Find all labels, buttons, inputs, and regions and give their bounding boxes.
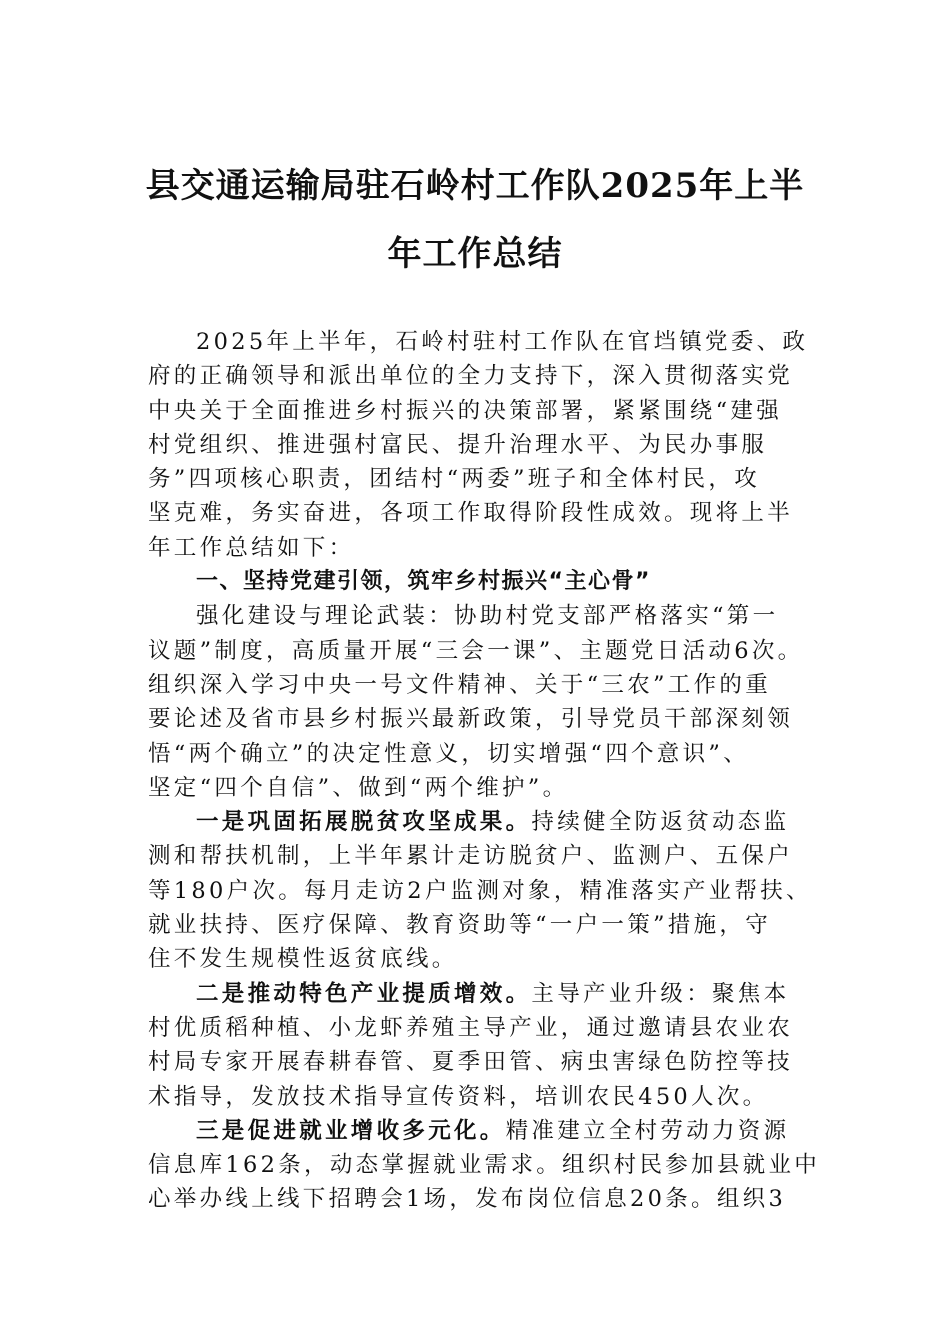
- text-line: 测和帮扶机制，上半年累计走访脱贫户、监测户、五保户: [148, 843, 794, 870]
- text-line: [148, 977, 808, 1011]
- text-line: 务”四项核心职责，团结村“两委”班子和全体村民，攻: [148, 466, 761, 493]
- item-2-first-line-rest: 主导产业升级：聚焦本: [531, 980, 790, 1007]
- intro-paragraph: [148, 325, 808, 565]
- section-1-heading: 一、坚持党建引领，筑牢乡村振兴“主心骨”: [196, 569, 651, 595]
- item-3-first-line-rest: 精准建立全村劳动力资源: [505, 1117, 790, 1144]
- text-line: 要论述及省市县乡村振兴最新政策，引导党员干部深刻领: [148, 706, 794, 733]
- text-line: 住不发生规模性返贫底线。: [148, 946, 458, 973]
- text-line: 术指导，发放技术指导宣传资料，培训农民450人次。: [148, 1083, 769, 1110]
- item-1-first-line-rest: 持续健全防返贫动态监: [531, 809, 790, 836]
- text-line: 2025年上半年，石岭村驻村工作队在官垱镇党委、政: [196, 329, 809, 355]
- title-line-2: 年工作总结: [387, 234, 563, 274]
- text-line: 年工作总结如下：: [148, 534, 355, 561]
- text-line: 强化建设与理论武装：协助村党支部严格落实“第一: [196, 603, 779, 630]
- text-line: [148, 1114, 808, 1148]
- item-3-paragraph: [148, 1114, 821, 1217]
- item-3-lead: 三是促进就业增收多元化。: [196, 1117, 506, 1144]
- text-line: 坚克难，务实奋进，各项工作取得阶段性成效。现将上半: [148, 500, 794, 527]
- text-line: [148, 805, 808, 839]
- text-line: 中央关于全面推进乡村振兴的决策部署，紧紧围绕“建强: [148, 397, 783, 424]
- text-line: 信息库162条，动态掌握就业需求。组织村民参加县就业中: [148, 1152, 821, 1179]
- item-2-lead: 二是推动特色产业提质增效。: [196, 980, 532, 1007]
- item-1-paragraph: [148, 805, 812, 976]
- text-line: 悟“两个确立”的决定性意义，切实增强“四个意识”、: [148, 740, 750, 767]
- text-line: 府的正确领导和派出单位的全力支持下，深入贯彻落实党: [148, 363, 794, 390]
- item-2-paragraph: [148, 977, 808, 1114]
- text-line: 村党组织、推进强村富民、提升治理水平、为民办事服: [148, 431, 768, 458]
- section-1-paragraph: [148, 599, 808, 805]
- document-body: [148, 325, 821, 1217]
- text-line: 村优质稻种植、小龙虾养殖主导产业，通过邀请县农业农: [148, 1014, 794, 1041]
- text-line: 组织深入学习中央一号文件精神、关于“三农”工作的重: [148, 671, 772, 698]
- text-line: 心举办线上线下招聘会1场，发布岗位信息20条。组织3: [148, 1186, 787, 1213]
- text-line: 村局专家开展春耕春管、夏季田管、病虫害绿色防控等技: [148, 1049, 794, 1076]
- item-1-lead: 一是巩固拓展脱贫攻坚成果。: [196, 809, 532, 836]
- text-line: 议题”制度，高质量开展“三会一课”、主题党日活动6次。: [148, 637, 804, 664]
- document-title: [140, 152, 810, 288]
- text-line: 等180户次。每月走访2户监测对象，精准落实产业帮扶、: [148, 877, 812, 904]
- text-line: 坚定“四个自信”、做到“两个维护”。: [148, 774, 569, 801]
- title-line-1: 县交通运输局驻石岭村工作队2025年上半: [145, 166, 805, 206]
- text-line: 就业扶持、医疗保障、教育资助等“一户一策”措施，守: [148, 912, 772, 939]
